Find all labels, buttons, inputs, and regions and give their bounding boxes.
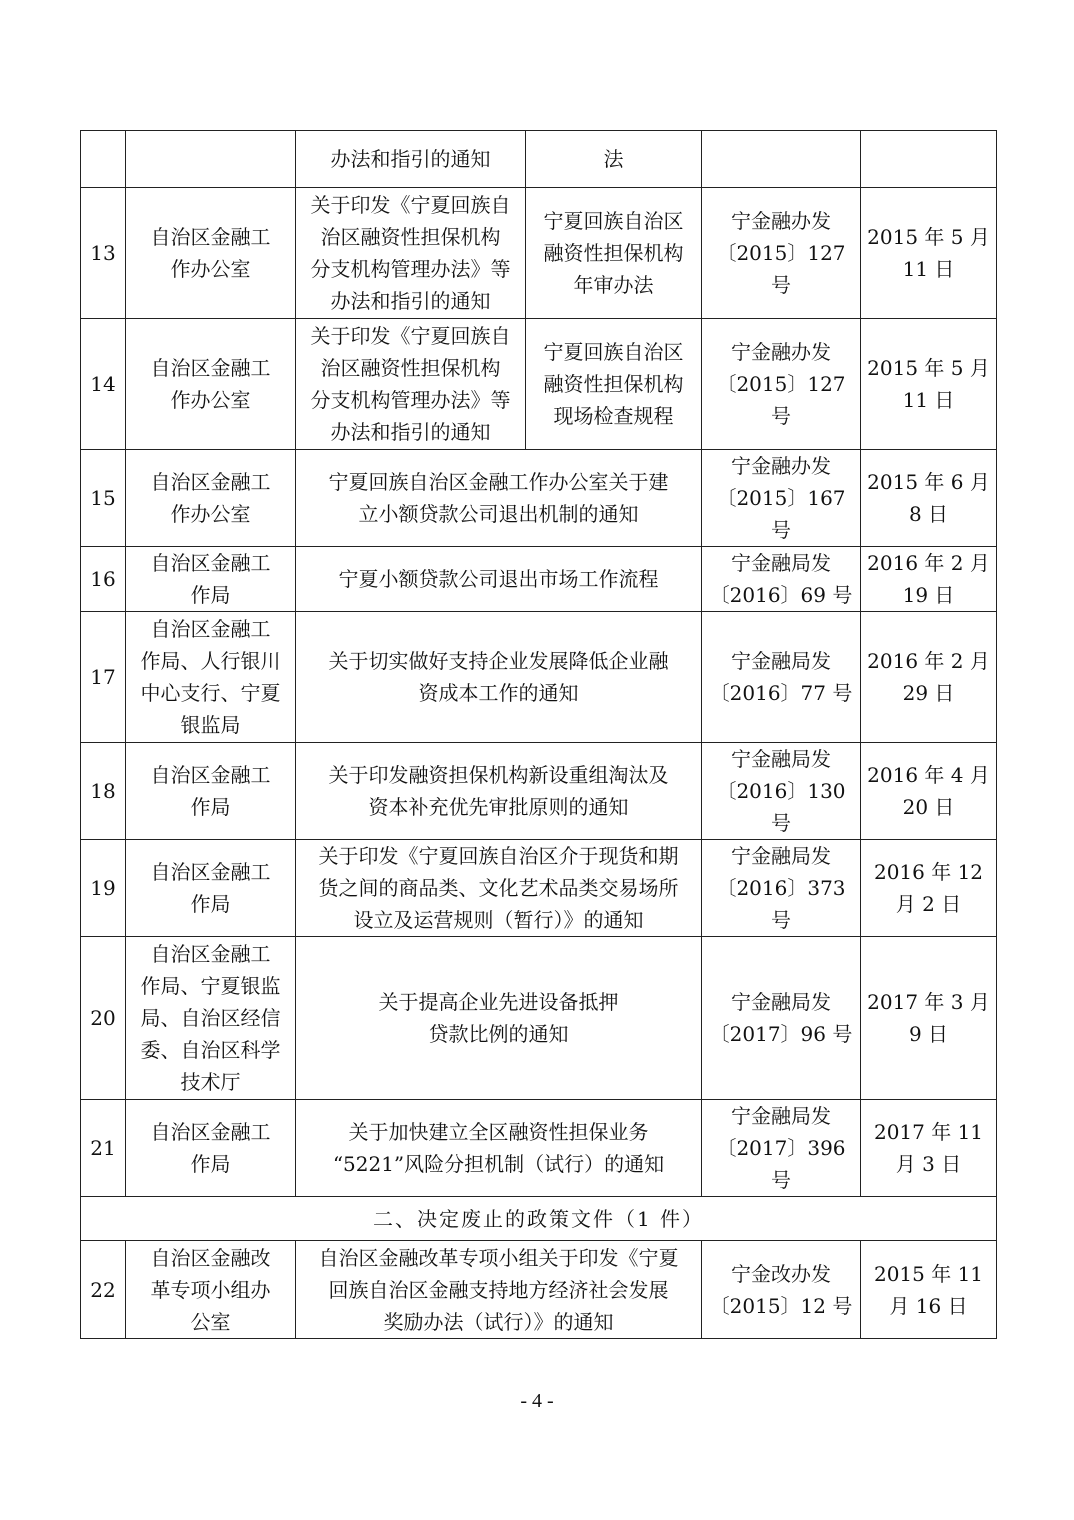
- issuing-org: [126, 840, 296, 937]
- issuing-org-line: 作局: [190, 892, 231, 916]
- document-number: [702, 319, 861, 450]
- table-row: [81, 188, 997, 319]
- document-number-line: 〔2016〕130 号: [716, 779, 846, 835]
- document-number-line: 宁金融局发: [731, 551, 831, 575]
- issue-date-line: 2017 年 3 月: [867, 990, 990, 1014]
- issue-date-line: 月 3 日: [895, 1152, 962, 1176]
- document-number-line: 〔2015〕167 号: [716, 486, 846, 542]
- issuing-org-line: 银监局: [180, 713, 241, 737]
- row-number: 13: [81, 188, 126, 319]
- section-header: 二、决定废止的政策文件（1 件）: [81, 1197, 997, 1241]
- document-number-line: 号: [771, 1168, 791, 1192]
- document-title-line: 关于印发《宁夏回族自治区介于现货和期: [318, 844, 679, 868]
- document-number-line: 〔2015〕12 号: [709, 1293, 853, 1318]
- document-number: [702, 612, 861, 743]
- issuing-org-line: 自治区金融工: [150, 860, 271, 884]
- issue-date: [861, 840, 997, 937]
- issue-date-line: 2016 年 2 月: [867, 551, 990, 575]
- row-number: 22: [81, 1241, 126, 1339]
- issue-date-line: 29 日: [902, 681, 955, 705]
- issue-date-line: 19 日: [902, 583, 955, 607]
- issuing-org-line: 中心支行、宁夏: [140, 681, 281, 705]
- document-title-line: 自治区金融改革专项小组关于印发《宁夏: [318, 1245, 679, 1270]
- document-title-line: 关于印发《宁夏回族自: [310, 324, 511, 348]
- issuing-org: [126, 450, 296, 547]
- table-row: [81, 450, 997, 547]
- document-number-line: 〔2017〕396: [716, 1136, 846, 1160]
- document-number: [702, 840, 861, 937]
- issuing-org-line: 自治区金融工: [150, 617, 271, 641]
- document-title-line: 办法和指引的通知: [330, 289, 491, 313]
- document-number: [702, 188, 861, 319]
- document-title-line: 关于提高企业先进设备抵押: [378, 990, 619, 1014]
- row-number: [81, 131, 126, 188]
- issue-date: [861, 450, 997, 547]
- issuing-org-line: 作办公室: [170, 502, 251, 526]
- issue-date-line: 2016 年 4 月: [867, 763, 990, 787]
- document-title-line: 办法和指引的通知: [330, 420, 491, 444]
- issue-date: [861, 188, 997, 319]
- issue-date: [861, 547, 997, 612]
- document-title-line: 贷款比例的通知: [428, 1022, 569, 1046]
- document-title-line: 资本补充优先审批原则的通知: [368, 795, 629, 819]
- issue-date-line: 8 日: [908, 502, 949, 526]
- issuing-org-line: 作办公室: [170, 257, 251, 281]
- issue-date-line: 2015 年 5 月: [867, 356, 990, 380]
- issue-date-line: 2015 年 6 月: [867, 470, 990, 494]
- issuing-org-line: 革专项小组办: [150, 1277, 271, 1302]
- document-number-line: 宁金融局发: [731, 844, 831, 868]
- issuing-org-line: 自治区金融工: [150, 225, 271, 249]
- table-row: [81, 547, 997, 612]
- document-number-line: 〔2016〕77 号: [709, 681, 853, 705]
- table-row: [81, 840, 997, 937]
- document-title: [296, 612, 702, 743]
- issuing-org-line: 作局、人行银川: [140, 649, 281, 673]
- document-name: [526, 131, 702, 188]
- issuing-org-line: 局、自治区经信: [140, 1006, 281, 1030]
- issuing-org-line: 委、自治区科学: [140, 1038, 281, 1062]
- document-name-line: 现场检查规程: [553, 404, 674, 428]
- document-title-line: 关于印发《宁夏回族自: [310, 193, 511, 217]
- document-title-line: 治区融资性担保机构: [320, 356, 501, 380]
- document-number-line: 宁金融办发: [731, 340, 831, 364]
- document-number: [702, 1241, 861, 1339]
- row-number: 18: [81, 743, 126, 840]
- document-title: [296, 547, 702, 612]
- issue-date-line: 20 日: [902, 795, 955, 819]
- document-name-line: 宁夏回族自治区: [543, 209, 684, 233]
- document-number: [702, 743, 861, 840]
- issuing-org-line: 作局: [190, 583, 231, 607]
- issue-date-line: 11 日: [902, 257, 955, 281]
- table-row: [81, 1241, 997, 1339]
- issuing-org: [126, 1241, 296, 1339]
- issue-date: [861, 1241, 997, 1339]
- document-title: [296, 188, 526, 319]
- document-title-line: 关于印发融资担保机构新设重组淘汰及: [328, 763, 669, 787]
- document-title-line: 宁夏回族自治区金融工作办公室关于建: [328, 470, 669, 494]
- document-title-line: 立小额贷款公司退出机制的通知: [358, 502, 639, 526]
- document-title-line: 宁夏小额贷款公司退出市场工作流程: [338, 567, 659, 591]
- issuing-org-line: 公室: [190, 1309, 231, 1334]
- issue-date-line: 月 16 日: [889, 1293, 968, 1318]
- issuing-org: [126, 743, 296, 840]
- document-title-line: 治区融资性担保机构: [320, 225, 501, 249]
- document-title: [296, 319, 526, 450]
- issue-date-line: 2015 年 11: [873, 1261, 984, 1286]
- issue-date-line: 2016 年 2 月: [867, 649, 990, 673]
- issue-date: [861, 319, 997, 450]
- issue-date: [861, 612, 997, 743]
- document-title-line: 分支机构管理办法》等: [310, 388, 511, 412]
- document-number-line: 〔2017〕96 号: [709, 1022, 853, 1046]
- document-title-line: 货之间的商品类、文化艺术品类交易场所: [318, 876, 679, 900]
- issue-date-line: 11 日: [902, 388, 955, 412]
- document-title: [296, 131, 526, 188]
- document-number: [702, 1100, 861, 1197]
- document-name-line: 融资性担保机构: [543, 241, 684, 265]
- page-number: - 4 -: [520, 1390, 554, 1412]
- table-row: [81, 319, 997, 450]
- issue-date: [861, 937, 997, 1100]
- document-number-line: 宁金融局发: [731, 990, 831, 1014]
- document-number: [702, 450, 861, 547]
- row-number: 15: [81, 450, 126, 547]
- document-title-line: 办法和指引的通知: [330, 147, 491, 171]
- policy-table: [80, 130, 997, 1339]
- document-title-line: “5221”风险分担机制（试行）的通知: [332, 1152, 665, 1176]
- document-number-line: 宁金融办发: [731, 454, 831, 478]
- issuing-org-line: 技术厅: [180, 1070, 241, 1094]
- table-row: [81, 1197, 997, 1241]
- issuing-org: [126, 319, 296, 450]
- document-title: [296, 1100, 702, 1197]
- issue-date: [861, 743, 997, 840]
- document-title-line: 资成本工作的通知: [418, 681, 579, 705]
- issuing-org: [126, 937, 296, 1100]
- document-name: [526, 319, 702, 450]
- document-name-line: 融资性担保机构: [543, 372, 684, 396]
- document-title-line: 分支机构管理办法》等: [310, 257, 511, 281]
- document-number: [702, 937, 861, 1100]
- issuing-org: [126, 131, 296, 188]
- issuing-org-line: 作局: [190, 1152, 231, 1176]
- document-title-line: 关于加快建立全区融资性担保业务: [348, 1120, 649, 1144]
- document-title-line: 设立及运营规则（暂行）》的通知: [353, 908, 644, 932]
- issuing-org-line: 自治区金融改: [150, 1245, 271, 1270]
- row-number: 20: [81, 937, 126, 1100]
- issuing-org-line: 自治区金融工: [150, 551, 271, 575]
- document-title: [296, 743, 702, 840]
- row-number: 21: [81, 1100, 126, 1197]
- issuing-org-line: 自治区金融工: [150, 1120, 271, 1144]
- table-row: [81, 937, 997, 1100]
- table-row: [81, 612, 997, 743]
- document-number-line: 〔2016〕373 号: [716, 876, 846, 932]
- issue-date: [861, 1100, 997, 1197]
- row-number: 14: [81, 319, 126, 450]
- document-number: [702, 131, 861, 188]
- issuing-org-line: 作局: [190, 795, 231, 819]
- issuing-org-line: 自治区金融工: [150, 942, 271, 966]
- issuing-org-line: 自治区金融工: [150, 356, 271, 380]
- issuing-org: [126, 1100, 296, 1197]
- issue-date-line: 2017 年 11: [873, 1120, 984, 1144]
- document-number: [702, 547, 861, 612]
- row-number: 16: [81, 547, 126, 612]
- document-title-line: 回族自治区金融支持地方经济社会发展: [328, 1277, 669, 1302]
- table-row: [81, 131, 997, 188]
- document-title: [296, 450, 702, 547]
- table-row: [81, 743, 997, 840]
- issuing-org-line: 作办公室: [170, 388, 251, 412]
- issuing-org: [126, 612, 296, 743]
- document-name: [526, 188, 702, 319]
- issuing-org-line: 作局、宁夏银监: [140, 974, 281, 998]
- document-name-line: 法: [603, 147, 624, 171]
- issuing-org: [126, 547, 296, 612]
- document-number-line: 宁金融局发: [731, 747, 831, 771]
- issue-date-line: 月 2 日: [895, 892, 962, 916]
- document-title: [296, 840, 702, 937]
- document-title-line: 关于切实做好支持企业发展降低企业融: [328, 649, 669, 673]
- issue-date: [861, 131, 997, 188]
- document-title: [296, 937, 702, 1100]
- document-number-line: 宁金融办发: [731, 209, 831, 233]
- document-title: [296, 1241, 702, 1339]
- row-number: 17: [81, 612, 126, 743]
- issue-date-line: 2015 年 5 月: [867, 225, 990, 249]
- document-name-line: 年审办法: [573, 273, 654, 297]
- table-row: [81, 1100, 997, 1197]
- issuing-org-line: 自治区金融工: [150, 470, 271, 494]
- document-number-line: 〔2015〕127 号: [716, 372, 846, 428]
- issue-date-line: 2016 年 12: [873, 860, 984, 884]
- issuing-org-line: 自治区金融工: [150, 763, 271, 787]
- document-number-line: 〔2015〕127 号: [716, 241, 846, 297]
- document-number-line: 宁金改办发: [731, 1261, 831, 1286]
- issue-date-line: 9 日: [908, 1022, 949, 1046]
- document-name-line: 宁夏回族自治区: [543, 340, 684, 364]
- row-number: 19: [81, 840, 126, 937]
- issuing-org: [126, 188, 296, 319]
- document-number-line: 宁金融局发: [731, 1104, 831, 1128]
- document-number-line: 宁金融局发: [731, 649, 831, 673]
- document-number-line: 〔2016〕69 号: [709, 583, 853, 607]
- document-title-line: 奖励办法（试行）》的通知: [383, 1309, 614, 1334]
